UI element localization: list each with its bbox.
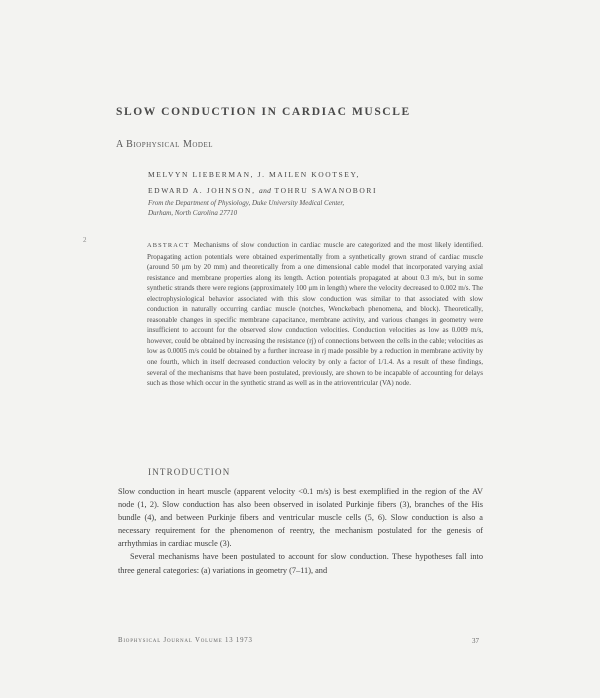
affiliation-line-1: From the Department of Physiology, Duke University Medical Center, — [148, 199, 345, 207]
article-subtitle: A Biophysical Model — [116, 139, 214, 150]
intro-paragraph-2: Several mechanisms have been postulated to account for slow conduction. These hypotheses fall into three general categories: (a) variations in geometry (7–11), and — [118, 552, 483, 575]
author-johnson: EDWARD A. JOHNSON, — [148, 186, 256, 195]
article-title: SLOW CONDUCTION IN CARDIAC MUSCLE — [116, 106, 411, 118]
authors-line-1: MELVYN LIEBERMAN, J. MAILEN KOOTSEY, — [148, 170, 360, 179]
abstract-label: ABSTRACT — [147, 242, 190, 249]
intro-paragraph-1: Slow conduction in heart muscle (apparent velocity <0.1 m/s) is best exemplified in the region of the AV node (1, 2). Slow conduction has also been observed in isolated Purkinje fibers (3), branches of the His bundle (4), and between Purkinje fibers and ventricular muscle cells (5, 6). Slow conduction is also a necessary requirement for the phenomenon of reentry, the mechanism postulated for the genesis of arrhythmias in cardiac muscle (3). — [118, 487, 483, 549]
author-sawanobori: TOHRU SAWANOBORI — [274, 186, 378, 195]
authors-conjunction: and — [259, 186, 272, 195]
abstract-text: Mechanisms of slow conduction in cardiac muscle are categorized and the most likely identified. Propagating action potentials were obtained experimentally from a synthetically grown strand of cardiac muscle (around 50 μm by 20 mm) and theoretically from a one dimensional cable model that incorporated varying axial resistance and membrane properties along its length. Action potentials propagated at about 0.3 m/s, but in some synthetic strands there were regions (approximately 100 μm in length) where the velocity decreased to 0.002 m/s. The electrophysiological behavior associated with this slow conduction was similar to that associated with slow conduction in naturally occurring cardiac muscle (notches, Wenckebach phenomena, and block). Theoretically, reasonable changes in specific membrane capacitance, membrane activity, and various changes in geometry were insufficient to account for the observed slow conduction velocities. Conduction velocities as low as 0.009 m/s, however, could be obtained by increasing the resistance (rj) of connections between the cells in the cable; velocities as low as 0.0005 m/s could be obtained by a further increase in rj made possible by a reduction in membrane activity by one fourth, which in itself decreased conduction velocity by only a factor of 1/1.4. As a result of these findings, several of the mechanisms that have been postulated, previously, are shown to be incapable of accounting for delays such as those which occur in the synthetic strand as well as in the atrioventricular (VA) node. — [147, 241, 483, 388]
affiliation-line-2: Durham, North Carolina 27710 — [148, 209, 238, 217]
footer-page-number: 37 — [472, 637, 479, 645]
introduction-body — [118, 485, 483, 577]
margin-mark: 2 — [83, 236, 87, 244]
introduction-heading: INTRODUCTION — [148, 467, 231, 477]
footer-journal: Biophysical Journal Volume 13 1973 — [118, 637, 253, 644]
abstract — [147, 240, 483, 389]
authors-line-2 — [148, 186, 377, 195]
